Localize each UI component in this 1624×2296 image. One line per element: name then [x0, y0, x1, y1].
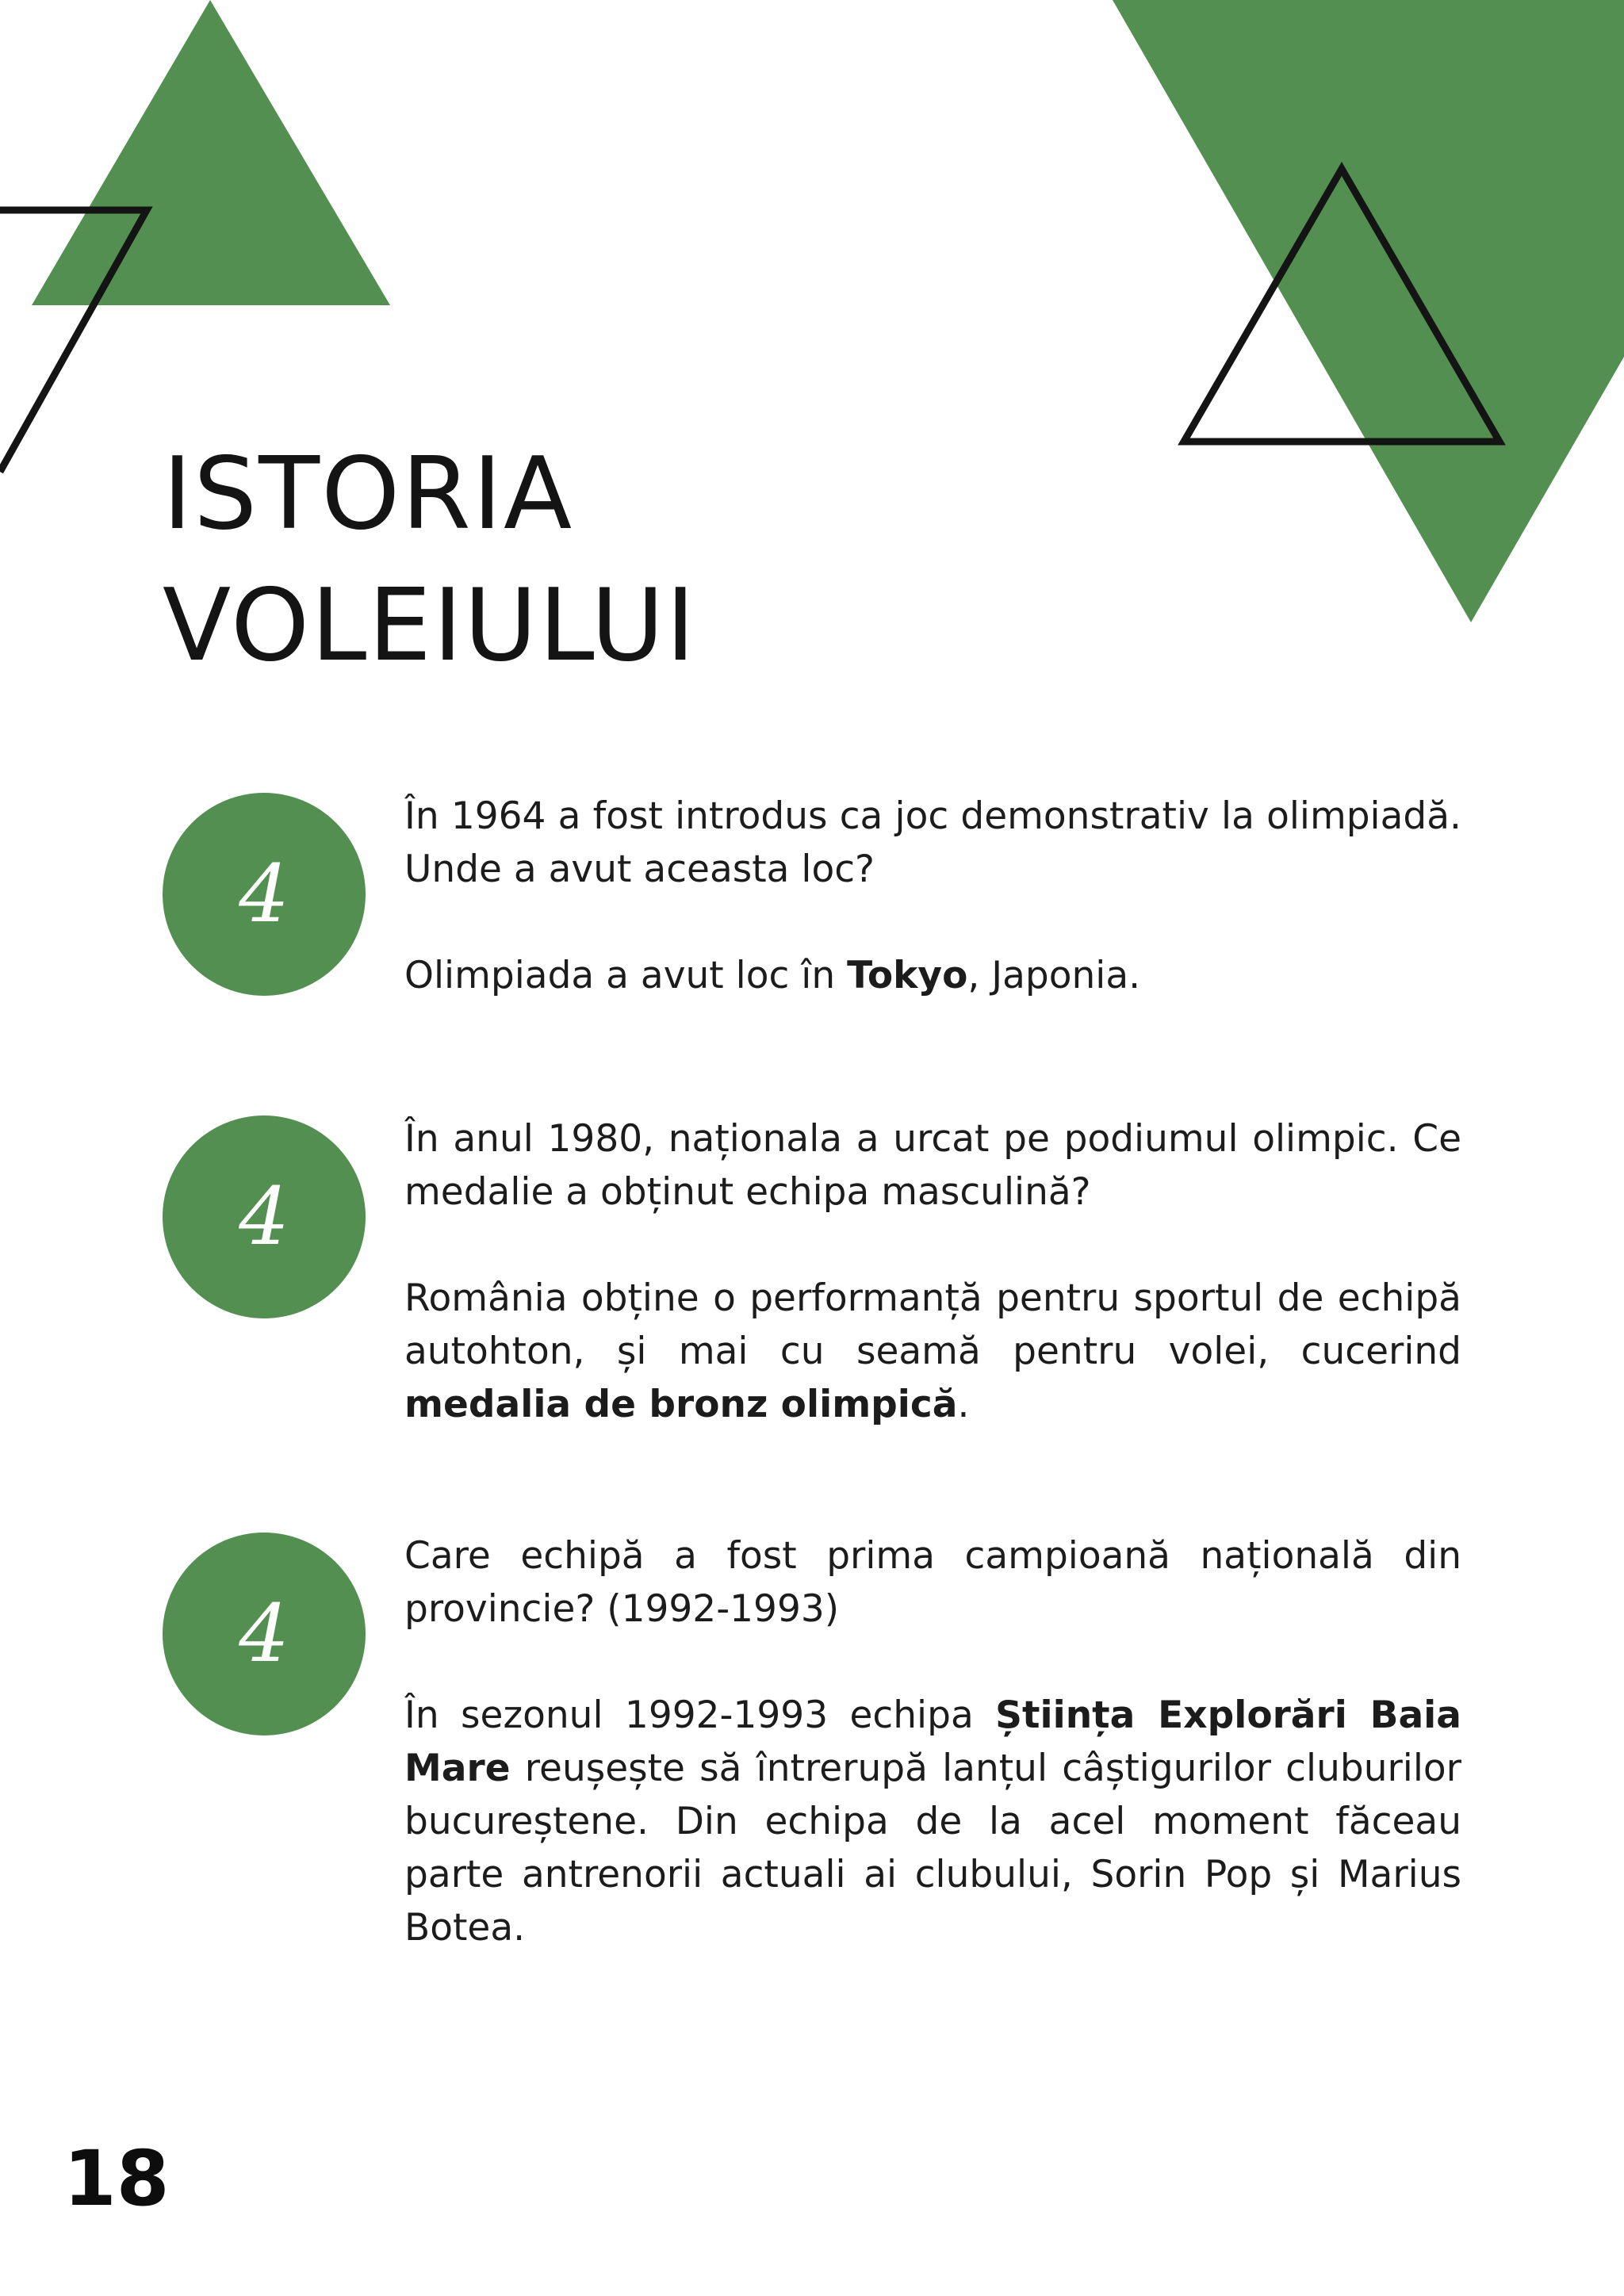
badge-number: 4 — [239, 1170, 289, 1263]
page-title-line-1: ISTORIA — [163, 435, 574, 552]
number-badge — [163, 1115, 366, 1318]
answer-text-end: , Japonia. — [967, 954, 1141, 997]
answer-highlight: Tokyo — [847, 954, 968, 997]
answer-text-start: În sezonul 1992-1993 echipa — [404, 1693, 996, 1737]
answer-highlight: Știința Explorări Baia Mare — [404, 1693, 1462, 1790]
badge-number: 4 — [239, 1587, 289, 1680]
answer-text-start: Olimpiada a avut loc în — [404, 954, 848, 997]
page-title — [163, 428, 956, 691]
qa-text-block — [404, 790, 1461, 1002]
question-text: În anul 1980, naționala a urcat pe podiumul olimpic. Ce medalie a obținut echipa masculină? — [404, 1117, 1461, 1214]
answer-highlight: medalia de bronz olimpică — [404, 1383, 958, 1426]
answer-text — [404, 1689, 1461, 1954]
answer-text — [404, 949, 1461, 1002]
answer-text-start: România obține o performanță pentru sportul de echipă autohton, și mai cu seamă pentru volei, cucerind — [404, 1276, 1461, 1373]
outline-triangle-left-edge — [0, 210, 147, 472]
qa-text-block — [404, 1112, 1461, 1431]
green-triangle-top-right — [1113, 0, 1624, 622]
question-text: În 1964 a fost introdus ca joc demonstrativ la olimpiadă. Unde a avut aceasta loc? — [404, 794, 1461, 891]
question-text: Care echipă a fost prima campioană națională din provincie? (1992-1993) — [404, 1534, 1461, 1631]
answer-text-end: reușește să întrerupă lanțul câștigurilor cluburilor bucureștene. Din echipa de la acel moment făceau parte antrenorii actuali ai clubului, Sorin Pop și Marius Botea. — [404, 1747, 1461, 1950]
qa-text-block — [404, 1529, 1461, 1954]
number-badge — [163, 1533, 366, 1735]
answer-text-end: . — [957, 1383, 970, 1426]
green-triangle-top-left — [32, 0, 390, 305]
number-badge — [163, 793, 366, 996]
page-title-line-2: VOLEIULUI — [163, 567, 697, 683]
outline-triangle-top-right — [1184, 169, 1500, 442]
answer-text — [404, 1272, 1461, 1431]
page-number: 18 — [63, 2134, 170, 2223]
badge-number: 4 — [239, 848, 289, 940]
